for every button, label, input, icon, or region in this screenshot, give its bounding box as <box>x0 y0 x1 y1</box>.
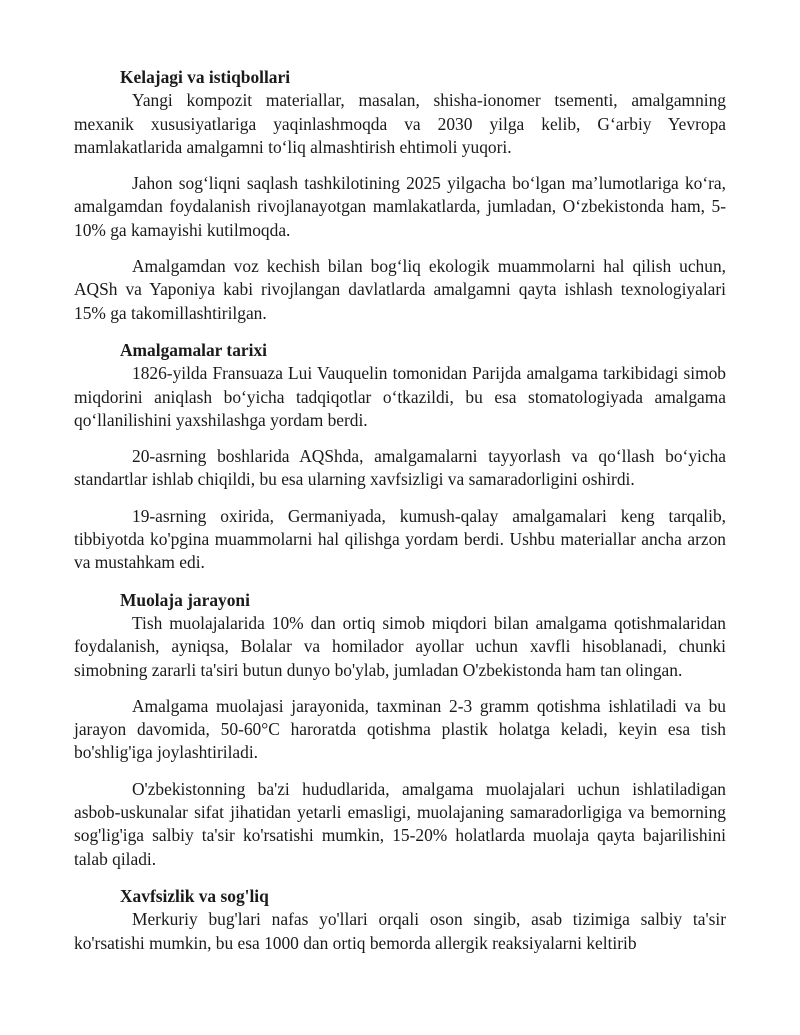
paragraph: Amalgamdan voz kechish bilan bog‘liq ekologik muammolarni hal qilish uchun, AQSh va Yaponiya kabi rivojlangan davlatlarda amalgamni qayta ishlash texnologiyalari 15% ga takomillashtirilgan. <box>74 256 726 323</box>
paragraph: 19-asrning oxirida, Germaniyada, kumush-qalay amalgamalari keng tarqalib, tibbiyotda ko'pgina muammolarni hal qilishga yordam berdi. Ushbu materiallar ancha arzon va mustahkam edi. <box>74 505 726 573</box>
section-xavfsizlik <box>74 885 726 955</box>
section-kelajagi <box>74 66 726 325</box>
section-heading: Amalgamalar tarixi <box>120 339 267 360</box>
paragraph: 1826-yilda Fransuaza Lui Vauquelin tomonidan Parijda amalgama tarkibidagi simob miqdorini aniqlash bo‘yicha tadqiqotlar o‘tkazildi, bu esa stomatologiyada amalgama qo‘llanilishini yaxshilashga yordam berdi. <box>74 363 726 430</box>
paragraph: Tish muolajalarida 10% dan ortiq simob miqdori bilan amalgama qotishmalaridan foydalanish, ayniqsa, Bolalar va homilador ayollar uchun xavfli hisoblanadi, chunki simobning zararli ta'siri butun dunyo bo'ylab, jumladan O'zbekistonda ham tan olingan. <box>74 612 726 680</box>
document-page <box>74 66 726 968</box>
section-amalgamalar-tarixi <box>74 339 726 575</box>
section-muolaja-jarayoni <box>74 589 726 871</box>
section-heading: Kelajagi va istiqbollari <box>120 67 291 87</box>
paragraph: O'zbekistonning ba'zi hududlarida, amalgama muolajalari uchun ishlatiladigan asbob-uskunalar sifat jihatidan yetarli emasligi, muolajaning samaradorligiga va bemorning sog'lig'iga salbiy ta'sir ko'rsatishi mumkin, 15-20% holatlarda muolaja qayta bajarilishini talab qiladi. <box>74 778 726 869</box>
paragraph: Merkuriy bug'lari nafas yo'llari orqali oson singib, asab tizimiga salbiy ta'sir ko'rsatishi mumkin, bu esa 1000 dan ortiq bemorda allergik reaksiyalarni keltirib <box>74 909 726 953</box>
paragraph: Jahon sog‘liqni saqlash tashkilotining 2025 yilgacha bo‘lgan ma’lumotlariga ko‘ra, amalgamdan foydalanish rivojlanayotgan mamlakatlarda, jumladan, O‘zbekistonda ham, 5-10% ga kamayishi kutilmoqda. <box>74 173 726 240</box>
section-heading: Muolaja jarayoni <box>120 589 250 610</box>
paragraph: Yangi kompozit materiallar, masalan, shisha-ionomer tsementi, amalgamning mexanik xususiyatlariga yaqinlashmoqda va 2030 yilga kelib, G‘arbiy Yevropa mamlakatlarida amalgamni to‘liq almashtirish ehtimoli yuqori. <box>74 90 726 157</box>
paragraph: 20-asrning boshlarida AQShda, amalgamalarni tayyorlash va qo‘llash bo‘yicha standartlar ishlab chiqildi, bu esa ularning xavfsizligi va samaradorligini oshirdi. <box>74 446 726 490</box>
section-heading: Xavfsizlik va sog'liq <box>120 885 269 906</box>
paragraph: Amalgama muolajasi jarayonida, taxminan 2-3 gramm qotishma ishlatiladi va bu jarayon davomida, 50-60°C haroratda qotishma plastik holatga keladi, keyin esa tish bo'shlig'iga joylashtiriladi. <box>74 695 726 763</box>
